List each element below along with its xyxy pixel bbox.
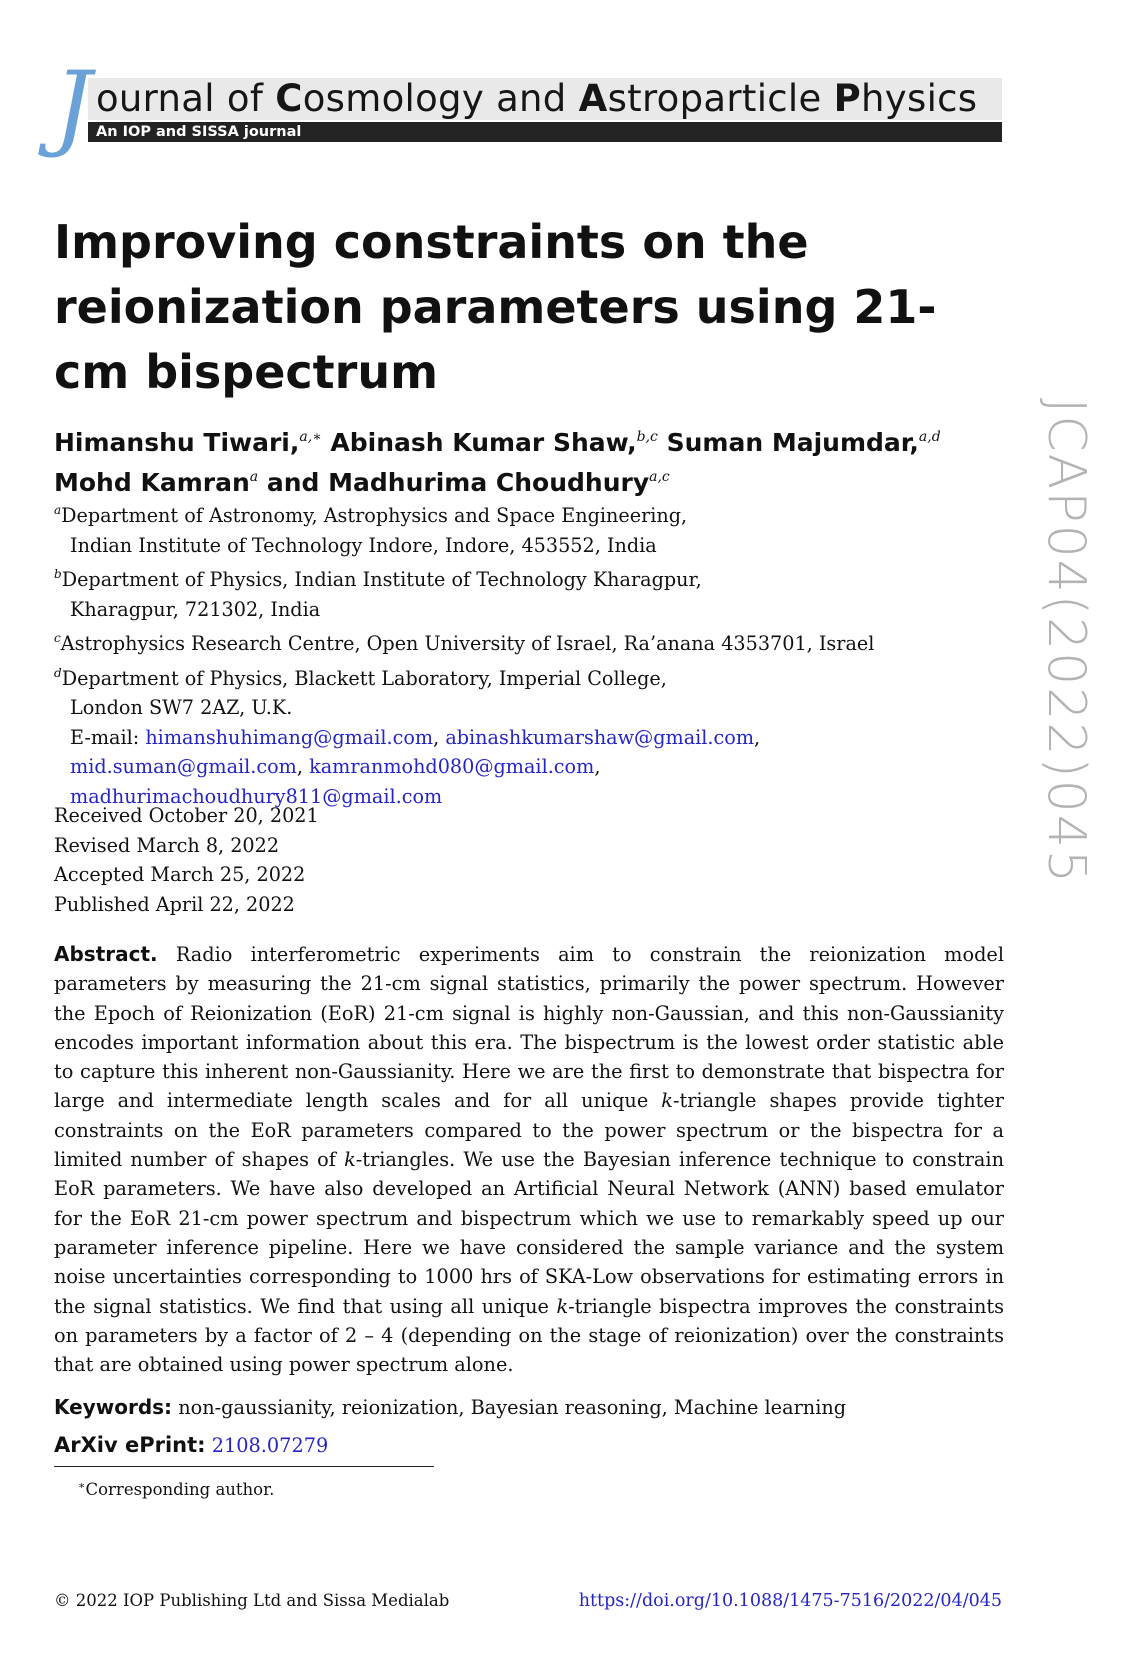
- journal-name: ournal of Cosmology and Astroparticle Physics: [96, 77, 978, 120]
- abstract-label: Abstract.: [54, 942, 158, 966]
- email-link[interactable]: mid.suman@gmail.com: [70, 755, 297, 778]
- author-name: Suman Majumdar,: [666, 428, 919, 457]
- author-affil-mark: a: [249, 469, 259, 485]
- paper-title: Improving constraints on the reionization parameters using 21-cm bispectrum: [54, 215, 937, 399]
- journal-initial: J: [54, 52, 92, 161]
- footnote-rule: [54, 1466, 434, 1467]
- arxiv-label: ArXiv ePrint:: [54, 1433, 206, 1457]
- affiliation-d-cont: London SW7 2AZ, U.K.: [70, 696, 293, 719]
- arxiv-link[interactable]: 2108.07279: [211, 1434, 329, 1457]
- author-name: Mohd Kamran: [54, 468, 250, 497]
- author-list: [54, 420, 1014, 500]
- email-line: mid.suman@gmail.com, kamranmohd080@gmail.com,: [70, 755, 601, 778]
- arxiv-eprint: [54, 1431, 328, 1460]
- journal-article-id-vertical: JCAP04(2022)045: [1036, 398, 1096, 885]
- abstract: Abstract. Radio interferometric experiments aim to constrain the reionization model parameters by measuring the 21-cm signal statistics, primarily the power spectrum. However the Epoch of Reionization (EoR) 21-cm signal is highly non-Gaussian, and this non-Gaussianity encodes important information about this era. The bispectrum is the lowest order statistic able to capture this inherent non-Gaussianity. Here we are the first to demonstrate that bispectra for large and intermediate length scales and for all unique k-triangle shapes provide tighter constraints on the EoR parameters compared to the power spectrum or the bispectra for a limited number of shapes of k-triangles. We use the Bayesian inference technique to constrain EoR parameters. We have also developed an Artificial Neural Network (ANN) based emulator for the EoR 21-cm power spectrum and bispectrum which we use to remarkably speed up our parameter inference pipeline. Here we have considered the sample variance and the system noise uncertainties corresponding to 1000 hrs of SKA-Low observations for estimating errors in the signal statistics. We find that using all unique k-triangle bispectra improves the constraints on parameters by a factor of 2 – 4 (depending on the stage of reionization) over the constraints that are obtained using power spectrum alone.: [54, 942, 1005, 1377]
- email-line: E-mail: himanshuhimang@gmail.com, abinashkumarshaw@gmail.com,: [70, 725, 761, 749]
- date-received: Received October 20, 2021: [54, 804, 319, 827]
- author-affil-mark: a,d: [918, 429, 941, 445]
- footnote: ∗Corresponding author.: [78, 1479, 275, 1499]
- email-link[interactable]: kamranmohd080@gmail.com: [309, 755, 595, 778]
- affiliation-a-cont: Indian Institute of Technology Indore, Indore, 453552, India: [70, 533, 657, 557]
- affiliations: [54, 496, 1014, 811]
- copyright-notice: © 2022 IOP Publishing Ltd and Sissa Medialab: [54, 1591, 450, 1610]
- affiliation-a: $^a$Department of Astronomy, Astrophysics and Space Engineering,: [54, 503, 688, 527]
- keywords-label: Keywords:: [54, 1395, 173, 1419]
- keywords: [54, 1393, 1004, 1422]
- email-link[interactable]: himanshuhimang@gmail.com: [145, 725, 434, 749]
- author-name: Himanshu Tiwari,: [54, 428, 300, 457]
- doi-link[interactable]: https://doi.org/10.1088/1475-7516/2022/04/045: [578, 1591, 1002, 1611]
- publication-dates: [54, 801, 319, 919]
- author-name: Abinash Kumar Shaw,: [330, 428, 637, 457]
- journal-header: [54, 52, 1002, 161]
- email-link[interactable]: abinashkumarshaw@gmail.com: [445, 725, 755, 749]
- affiliation-b: $^b$Department of Physics, Indian Institute of Technology Kharagpur,: [54, 567, 702, 591]
- author-connector: and: [266, 468, 320, 497]
- affiliation-b-cont: Kharagpur, 721302, India: [70, 597, 321, 621]
- date-published: Published April 22, 2022: [54, 892, 295, 916]
- author-name: Madhurima Choudhury: [328, 468, 650, 497]
- author-affil-mark: a,∗: [299, 429, 322, 445]
- date-accepted: Accepted March 25, 2022: [54, 863, 306, 886]
- author-affil-mark: b,c: [636, 429, 658, 445]
- date-revised: Revised March 8, 2022: [54, 833, 280, 857]
- affiliation-d: $^d$Department of Physics, Blackett Laboratory, Imperial College,: [54, 665, 667, 690]
- keywords-value: non-gaussianity, reionization, Bayesian reasoning, Machine learning: [178, 1396, 847, 1419]
- email-label: E-mail:: [70, 725, 140, 749]
- email-link[interactable]: madhurimachoudhury811@gmail.com: [70, 784, 443, 808]
- author-affil-mark: a,c: [649, 469, 670, 485]
- affiliation-c: $^c$Astrophysics Research Centre, Open University of Israel, Ra’anana 4353701, Israel: [54, 631, 875, 655]
- journal-subtitle: An IOP and SISSA journal: [96, 124, 302, 140]
